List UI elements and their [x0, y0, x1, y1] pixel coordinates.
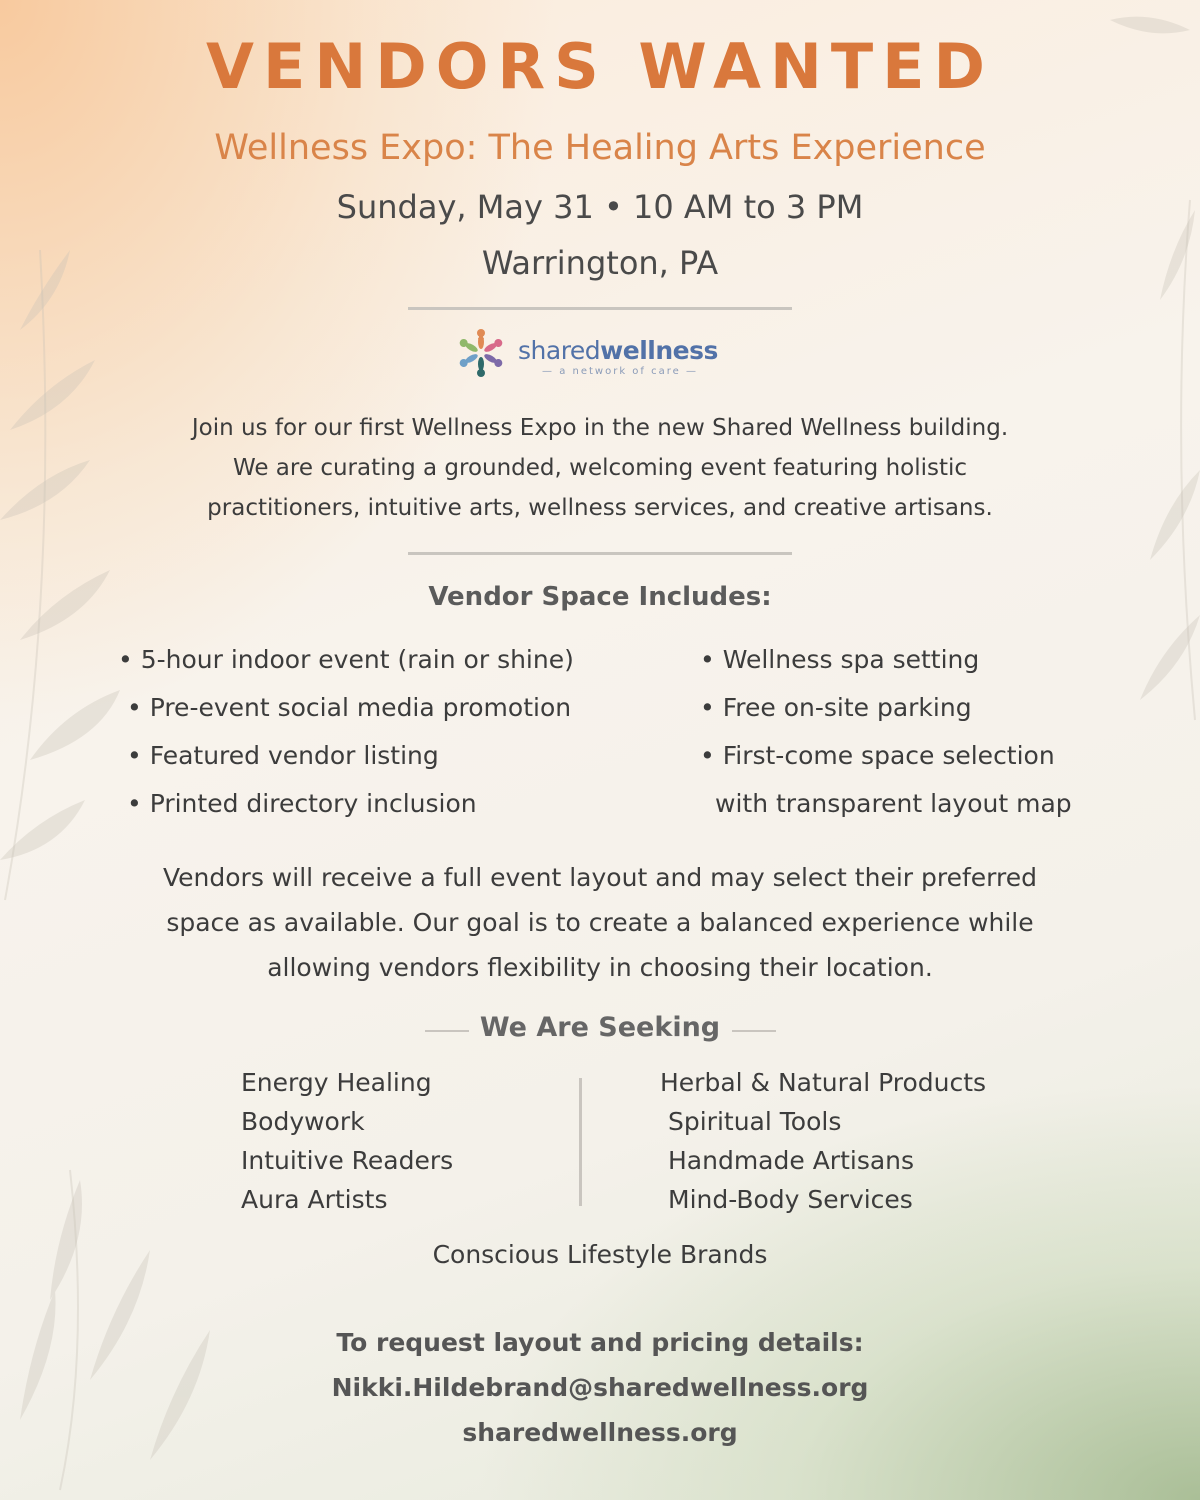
logo-wordmark-wellness: wellness [600, 336, 718, 365]
logo-tagline: — a network of care — [542, 366, 698, 377]
vendor-space-heading: Vendor Space Includes: [428, 582, 772, 612]
people-circle-logo-icon [450, 322, 512, 384]
page-title: VENDORS WANTED [206, 30, 994, 103]
seeking-item: Herbal & Natural Products [660, 1068, 987, 1097]
seeking-heading-rule-right [732, 1030, 776, 1032]
seeking-heading: We Are Seeking [479, 1012, 721, 1043]
event-subtitle: Wellness Expo: The Healing Arts Experience [214, 128, 986, 168]
seeking-item: Mind-Body Services [668, 1185, 913, 1214]
divider-middle [408, 552, 792, 555]
includes-item: • Printed directory inclusion [127, 789, 477, 818]
layout-note-paragraph [80, 855, 1120, 990]
seeking-column-divider [579, 1078, 582, 1206]
includes-item: • 5-hour indoor event (rain or shine) [118, 645, 574, 674]
seeking-item: Intuitive Readers [241, 1146, 454, 1175]
seeking-item: Energy Healing [241, 1068, 432, 1097]
seeking-item: Conscious Lifestyle Brands [432, 1240, 768, 1269]
includes-item: • First-come space selection [700, 741, 1055, 770]
event-date-time: Sunday, May 31 • 10 AM to 3 PM [336, 188, 864, 226]
includes-item: • Featured vendor listing [127, 741, 439, 770]
divider-top [408, 307, 792, 310]
website-link[interactable]: sharedwellness.org [462, 1418, 738, 1447]
contact-email-link[interactable]: Nikki.Hildebrand@sharedwellness.org [331, 1373, 869, 1402]
intro-line: Join us for our first Wellness Expo in the new Shared Wellness building. [191, 415, 1009, 441]
intro-paragraph [90, 408, 1110, 528]
includes-item: with transparent layout map [715, 789, 1072, 818]
layout-note-line: allowing vendors flexibility in choosing their location. [267, 953, 933, 982]
logo-wordmark-shared: shared [518, 336, 601, 365]
seeking-item: Bodywork [241, 1107, 365, 1136]
logo-wordmark [518, 336, 718, 365]
layout-note-line: Vendors will receive a full event layout and may select their preferred [163, 863, 1037, 892]
layout-note-line: space as available. Our goal is to create a balanced experience while [166, 908, 1034, 937]
contact-prompt: To request layout and pricing details: [336, 1328, 864, 1357]
intro-line: practitioners, intuitive arts, wellness services, and creative artisans. [207, 495, 993, 521]
includes-item: • Pre-event social media promotion [127, 693, 572, 722]
seeking-item: Aura Artists [241, 1185, 388, 1214]
intro-line: We are curating a grounded, welcoming event featuring holistic [232, 455, 968, 481]
seeking-item: Spiritual Tools [668, 1107, 842, 1136]
includes-item: • Wellness spa setting [700, 645, 980, 674]
includes-item: • Free on-site parking [700, 693, 972, 722]
shared-wellness-logo [450, 322, 740, 384]
event-location: Warrington, PA [481, 244, 719, 282]
seeking-item: Handmade Artisans [668, 1146, 915, 1175]
